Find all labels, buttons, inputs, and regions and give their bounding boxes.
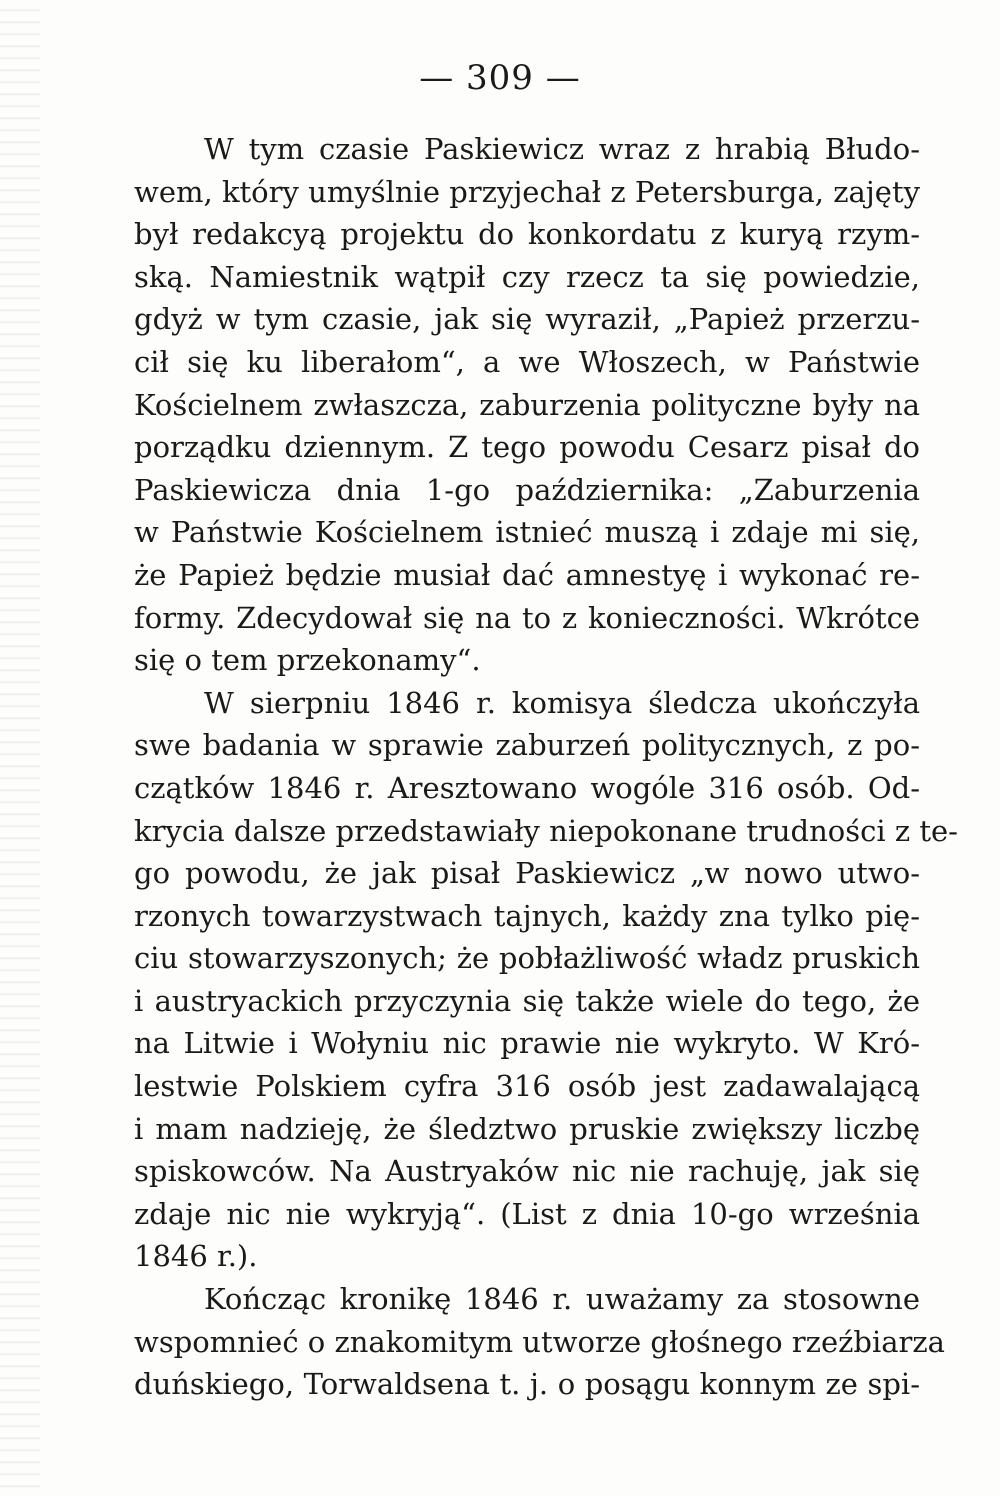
text-line: krycia dalsze przedstawiały niepokonane trudności z te- (134, 813, 958, 848)
text-line: duńskiego, Torwaldsena t. j. o posągu konnym ze spi- (134, 1367, 920, 1402)
text-line: W tym czasie Paskiewicz wraz z hrabią Błudo- (204, 132, 920, 166)
text-line: swe badania w sprawie zaburzeń politycznych, z po- (134, 728, 920, 763)
text-line: i austryackich przyczynia się także wiele do tego, że (134, 983, 920, 1018)
text-line: 1846 r.). (134, 1239, 258, 1274)
text-line: ską. Namiestnik wątpił czy rzecz ta się powiedzie, (134, 259, 920, 294)
text-line: że Papież będzie musiał dać amnestyę i wykonać re- (134, 557, 920, 592)
text-line: spiskowców. Na Austryaków nic nie rachuję, jak się (134, 1154, 920, 1189)
page-edge-shadow (0, 0, 40, 1496)
body-text (134, 128, 958, 1406)
text-line: W sierpniu 1846 r. komisya śledcza ukończyła (204, 685, 920, 720)
text-line: rzonych towarzystwach tajnych, każdy zna tylko pię- (134, 898, 920, 933)
text-line: Kościelnem zwłaszcza, zaburzenia polityczne były na (134, 387, 920, 422)
text-line: lestwie Polskiem cyfra 316 osób jest zadawalającą (134, 1069, 920, 1104)
text-line: zdaje nic nie wykryją“. (List z dnia 10-go września (134, 1196, 920, 1231)
text-line: czątków 1846 r. Aresztowano wogóle 316 osób. Od- (134, 770, 920, 805)
text-line: i mam nadzieję, że śledztwo pruskie zwiększy liczbę (134, 1111, 920, 1146)
text-line: gdyż w tym czasie, jak się wyraził, „Papież przerzu- (134, 302, 920, 337)
text-line: na Litwie i Wołyniu nic prawie nie wykryto. W Kró- (134, 1026, 920, 1061)
text-line: cił się ku liberałom“, a we Włoszech, w Państwie (134, 344, 920, 379)
text-line: ciu stowarzyszonych; że pobłażliwość władz pruskich (134, 941, 920, 976)
text-line: się o tem przekonamy“. (134, 643, 481, 678)
text-line: Paskiewicza dnia 1-go października: „Zaburzenia (134, 472, 920, 507)
text-line: w Państwie Kościelnem istnieć muszą i zdaje mi się, (134, 515, 920, 550)
text-line: formy. Zdecydował się na to z konieczności. Wkrótce (134, 600, 920, 635)
text-line: Kończąc kronikę 1846 r. uważamy za stosowne (204, 1282, 920, 1317)
text-line: porządku dziennym. Z tego powodu Cesarz pisał do (134, 430, 920, 465)
page-number: — 309 — (419, 58, 581, 98)
text-line: go powodu, że jak pisał Paskiewicz „w nowo utwo- (134, 856, 920, 891)
text-line: wspomnieć o znakomitym utworze głośnego rzeźbiarza (134, 1324, 945, 1359)
text-line: był redakcyą projektu do konkordatu z kuryą rzym- (134, 217, 920, 252)
text-line: wem, który umyślnie przyjechał z Petersburga, zajęty (134, 174, 920, 209)
